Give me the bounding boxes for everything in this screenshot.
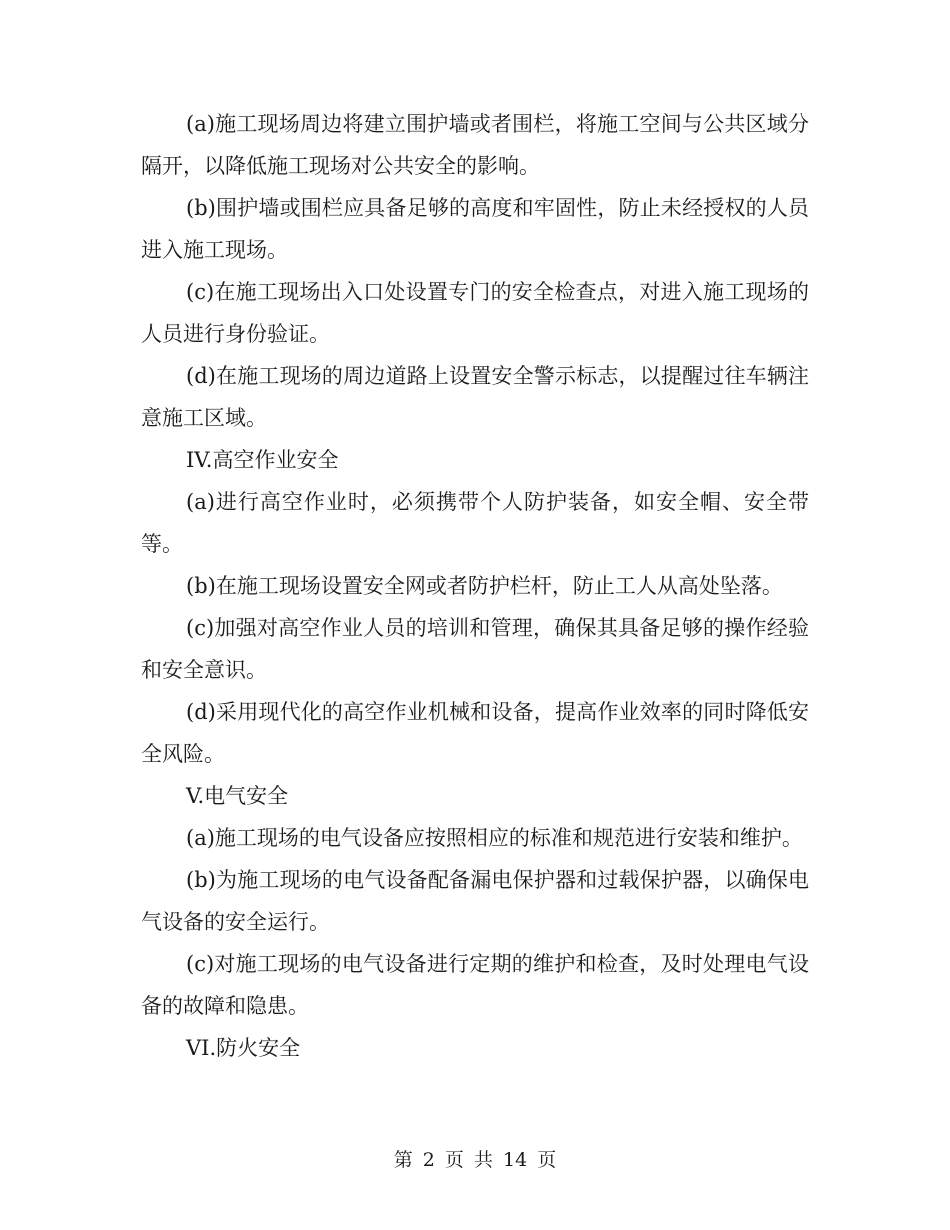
page-number-footer: 第 2 页 共 14 页 (393, 1149, 557, 1171)
section-heading-electrical: V.电气安全 (186, 784, 289, 808)
paragraph-fence-d: (d)在施工现场的周边道路上设置安全警示标志，以提醒过往车辆注意施工区域。 (141, 364, 809, 430)
paragraph-height-c: (c)加强对高空作业人员的培训和管理，确保其具备足够的操作经验和安全意识。 (141, 616, 809, 682)
paragraph-height-b: (b)在施工现场设置安全网或者防护栏杆，防止工人从高处坠落。 (186, 574, 783, 598)
paragraph-electrical-b: (b)为施工现场的电气设备配备漏电保护器和过载保护器，以确保电气设备的安全运行。 (141, 868, 809, 934)
section-heading-fire: VI.防火安全 (186, 1036, 301, 1060)
paragraph-electrical-c: (c)对施工现场的电气设备进行定期的维护和检查，及时处理电气设备的故障和隐患。 (141, 952, 809, 1018)
paragraph-fence-a: (a)施工现场周边将建立围护墙或者围栏，将施工空间与公共区域分隔开，以降低施工现场对公共安全的影响。 (141, 112, 809, 178)
paragraph-height-a: (a)进行高空作业时，必须携带个人防护装备，如安全帽、安全带等。 (141, 490, 809, 556)
document-body (141, 103, 809, 1069)
paragraph-electrical-a: (a)施工现场的电气设备应按照相应的标准和规范进行安装和维护。 (186, 826, 803, 850)
section-heading-height-work: IV.高空作业安全 (186, 448, 339, 472)
paragraph-fence-b: (b)围护墙或围栏应具备足够的高度和牢固性，防止未经授权的人员进入施工现场。 (141, 196, 809, 262)
paragraph-height-d: (d)采用现代化的高空作业机械和设备，提高作业效率的同时降低安全风险。 (141, 700, 809, 766)
paragraph-fence-c: (c)在施工现场出入口处设置专门的安全检查点，对进入施工现场的人员进行身份验证。 (141, 280, 809, 346)
